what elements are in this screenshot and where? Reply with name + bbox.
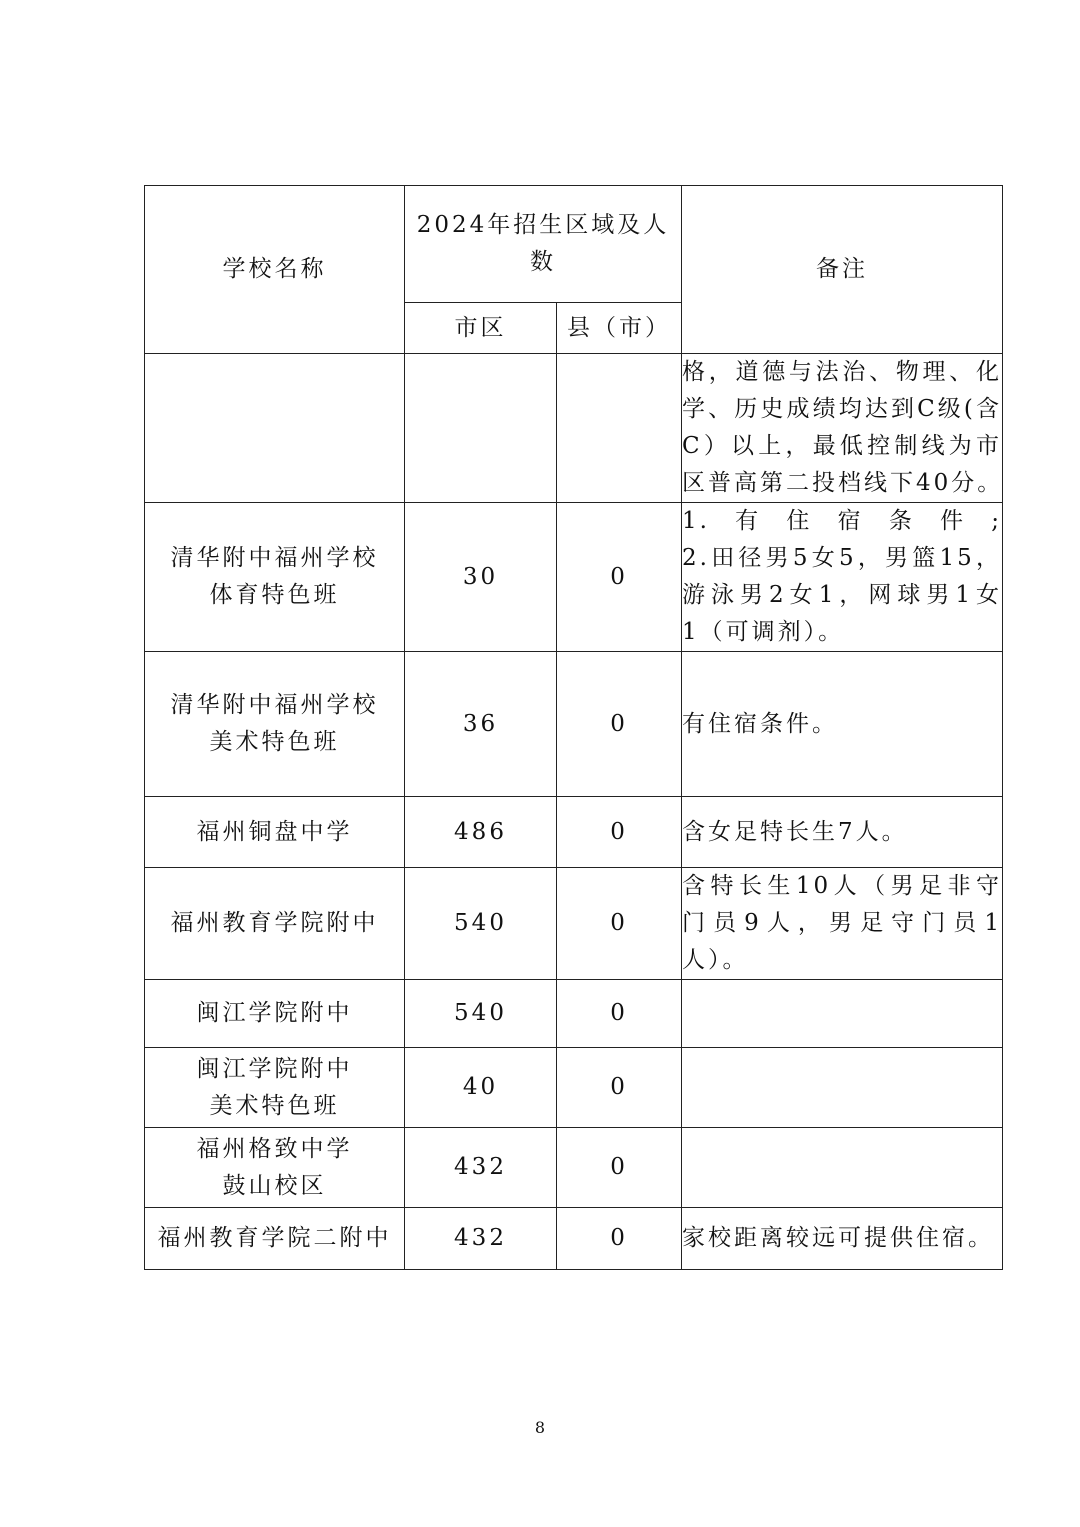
city-quota-cell: 486 xyxy=(405,797,557,868)
remark-line: 2.田径男5女5，男篮15， xyxy=(682,545,1003,571)
header-enrollment: 2024年招生区域及人数 xyxy=(405,186,682,303)
school-name-cell xyxy=(145,1128,405,1208)
school-name-line: 清华附中福州学校 xyxy=(170,545,379,571)
school-name-cell xyxy=(145,980,405,1048)
county-quota-cell: 0 xyxy=(557,1128,682,1208)
remark-line: 有住宿条件。 xyxy=(682,710,839,737)
school-name-cell xyxy=(145,868,405,980)
city-quota-cell: 540 xyxy=(405,980,557,1048)
school-name-cell xyxy=(145,797,405,868)
remarks-cell xyxy=(682,1048,1003,1128)
header-row-top xyxy=(145,186,1003,303)
table-row xyxy=(145,980,1003,1048)
admissions-table xyxy=(144,185,1003,1270)
county-quota-cell: 0 xyxy=(557,1208,682,1270)
school-name-cell xyxy=(145,354,405,503)
remarks-cell xyxy=(682,652,1003,797)
city-quota-cell: 36 xyxy=(405,652,557,797)
school-name-line: 福州教育学院附中 xyxy=(170,910,379,936)
remark-line: 家校距离较远可提供住宿。 xyxy=(682,1225,995,1251)
county-quota-cell xyxy=(557,354,682,503)
remark-line: 含女足特长生7人。 xyxy=(682,818,908,845)
header-county: 县（市） xyxy=(557,303,682,354)
remark-line: 1（可调剂）。 xyxy=(682,619,845,645)
header-remarks: 备注 xyxy=(682,186,1003,354)
table-body xyxy=(145,354,1003,1270)
school-name-cell xyxy=(145,1208,405,1270)
county-quota-cell: 0 xyxy=(557,980,682,1048)
remarks-cell xyxy=(682,1128,1003,1208)
table-row xyxy=(145,652,1003,797)
school-name-cell xyxy=(145,652,405,797)
school-name-line: 福州格致中学 xyxy=(196,1135,353,1162)
header-city: 市区 xyxy=(405,303,557,354)
county-quota-cell: 0 xyxy=(557,797,682,868)
school-name-line: 福州铜盘中学 xyxy=(196,818,353,845)
table-row xyxy=(145,797,1003,868)
remark-line: 1.有住宿条件; xyxy=(682,508,1003,534)
remark-line: C）以上，最低控制线为市 xyxy=(682,433,1003,459)
remark-line: 游泳男2女1，网球男1女 xyxy=(682,582,1003,608)
city-quota-cell: 30 xyxy=(405,503,557,652)
remark-line: 人）。 xyxy=(682,947,749,973)
school-name-line: 福州教育学院二附中 xyxy=(157,1225,392,1251)
remark-line: 学、历史成绩均达到C级(含 xyxy=(682,396,1003,422)
remarks-cell xyxy=(682,980,1003,1048)
page-number: 8 xyxy=(534,1418,546,1437)
county-quota-cell: 0 xyxy=(557,503,682,652)
school-name-line: 鼓山校区 xyxy=(222,1172,327,1199)
header-school-name: 学校名称 xyxy=(145,186,405,354)
school-name-line: 体育特色班 xyxy=(209,582,340,608)
table-row xyxy=(145,354,1003,503)
remark-line: 门员9人，男足守门员1 xyxy=(682,910,1003,936)
city-quota-cell: 432 xyxy=(405,1128,557,1208)
county-quota-cell: 0 xyxy=(557,868,682,980)
city-quota-cell: 40 xyxy=(405,1048,557,1128)
city-quota-cell: 432 xyxy=(405,1208,557,1270)
school-name-line: 美术特色班 xyxy=(209,729,340,755)
remark-line: 含特长生10人（男足非守 xyxy=(682,873,1003,899)
remark-line: 区普高第二投档线下40分。 xyxy=(682,470,1004,496)
remarks-cell xyxy=(682,868,1003,980)
remark-line: 格，道德与法治、物理、化 xyxy=(682,359,1003,385)
table-row xyxy=(145,1208,1003,1270)
county-quota-cell: 0 xyxy=(557,652,682,797)
remarks-cell xyxy=(682,503,1003,652)
county-quota-cell: 0 xyxy=(557,1048,682,1128)
table-row xyxy=(145,503,1003,652)
city-quota-cell: 540 xyxy=(405,868,557,980)
school-name-cell xyxy=(145,1048,405,1128)
remarks-cell xyxy=(682,354,1003,503)
remarks-cell xyxy=(682,1208,1003,1270)
table-row xyxy=(145,1128,1003,1208)
school-name-line: 闽江学院附中 xyxy=(196,1055,353,1082)
school-name-line: 闽江学院附中 xyxy=(196,1000,353,1026)
school-name-line: 清华附中福州学校 xyxy=(170,692,379,718)
remarks-cell xyxy=(682,797,1003,868)
school-name-cell xyxy=(145,503,405,652)
city-quota-cell xyxy=(405,354,557,503)
table-row xyxy=(145,1048,1003,1128)
school-name-line: 美术特色班 xyxy=(209,1092,340,1119)
table-row xyxy=(145,868,1003,980)
